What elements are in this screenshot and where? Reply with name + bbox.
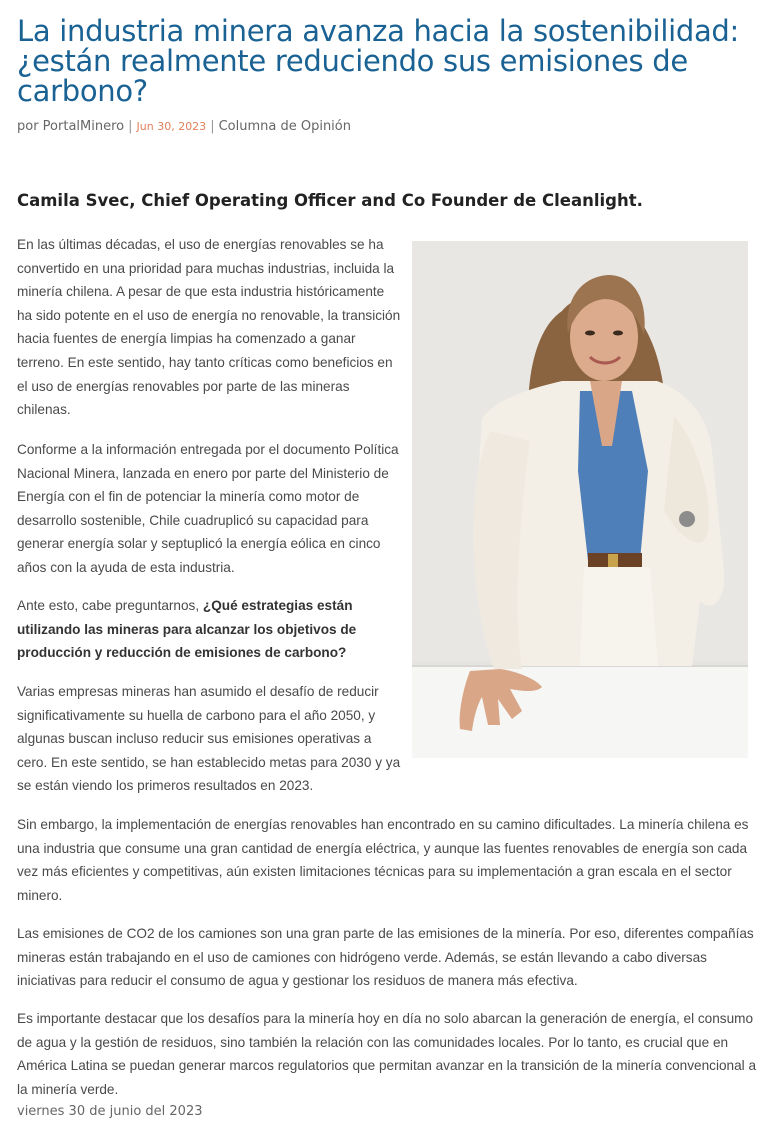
article-subtitle: Camila Svec, Chief Operating Officer and Co Founder de Cleanlight.	[17, 191, 643, 210]
article-meta	[17, 119, 351, 134]
paragraph-3	[17, 594, 402, 665]
author-link[interactable]: por PortalMinero	[17, 119, 125, 134]
paragraph-6: Las emisiones de CO2 de los camiones son una gran parte de las emisiones de la minería. Por eso, diferentes compañías mineras están trabajando en el uso de camiones con hidrógeno verde. Además, se están llevando a cabo diversas iniciativas para reducir el consumo de agua y gestionar los residuos de manera más efectiva.	[17, 926, 754, 989]
paragraph-3-lead: Ante esto, cabe preguntarnos,	[17, 598, 203, 613]
article-title: La industria minera avanza hacia la sostenibilidad: ¿están realmente reduciendo sus emisiones de carbono?	[17, 14, 739, 108]
meta-separator: |	[128, 119, 133, 134]
category-link[interactable]: Columna de Opinión	[218, 119, 351, 134]
paragraph-3-question: ¿Qué estrategias están utilizando las mineras para alcanzar los objetivos de producción y reducción de emisiones de carbono?	[17, 598, 357, 661]
author-photo	[412, 241, 748, 758]
paragraph-4: Varias empresas mineras han asumido el desafío de reducir significativamente su huella de carbono para el año 2050, y algunas buscan incluso reducir sus emisiones operativas a cero. En este sentido, se han establecido metas para 2030 y ya se están viendo los primeros resultados en 2023.	[17, 684, 401, 794]
paragraph-2: Conforme a la información entregada por el documento Política Nacional Minera, lanzada en enero por parte del Ministerio de Energía con el fin de potenciar la minería como motor de desarrollo sostenible, Chile cuadruplicó su capacidad para generar energía solar y septuplicó la energía eólica en cinco años con la ayuda de esta industria.	[17, 442, 399, 575]
paragraph-5: Sin embargo, la implementación de energías renovables han encontrado en su camino dificultades. La minería chilena es una industria que consume una gran cantidad de energía eléctrica, y aunque las fuentes renovables de energía son cada vez más eficientes y competitivas, aún existen limitaciones técnicas para su implementación a gran escala en el sector minero.	[17, 817, 749, 903]
paragraph-1: En las últimas décadas, el uso de energías renovables se ha convertido en una prioridad para muchas industrias, incluida la minería chilena. A pesar de que esta industria históricamente ha sido potente en el uso de energía no renovable, la transición hacia fuentes de energía limpias ha comenzado a ganar terreno. En este sentido, hay tanto críticas como beneficios en el uso de energías renovables por parte de las mineras chilenas.	[17, 237, 401, 418]
publish-date: Jun 30, 2023	[136, 120, 207, 133]
paragraph-7: Es importante destacar que los desafíos para la minería hoy en día no solo abarcan la generación de energía, el consumo de agua y la gestión de residuos, sino también la relación con las comunidades locales. Por lo tanto, es crucial que en América Latina se puedan generar marcos regulatorios que permitan avanzar en la transición de la minería convencional a la minería verde.	[17, 1011, 757, 1097]
meta-separator: |	[210, 119, 215, 134]
footer-date: viernes 30 de junio del 2023	[17, 1104, 203, 1119]
